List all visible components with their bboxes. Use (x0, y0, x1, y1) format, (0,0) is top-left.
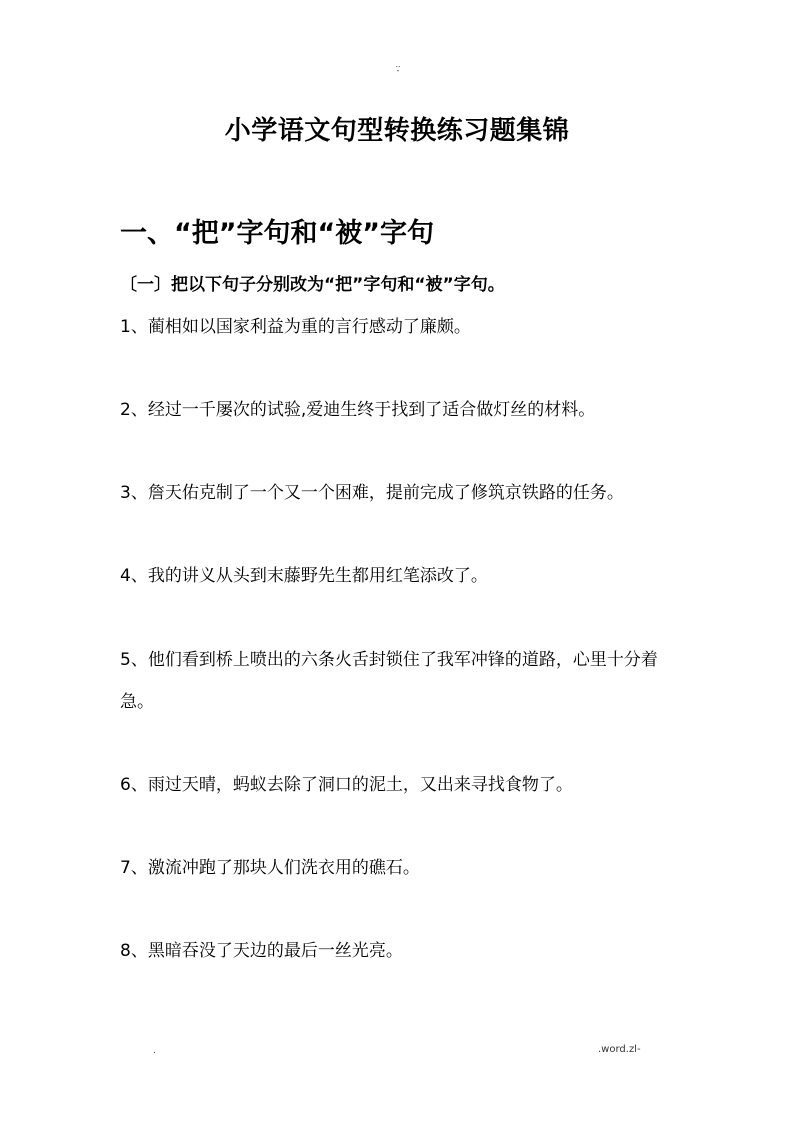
section-heading: 一、“把”字句和“被”字句 (120, 218, 434, 249)
page-header-mark: .. - (395, 60, 401, 75)
question-item: 5、他们看到桥上喷出的六条火舌封锁住了我军冲锋的道路，心里十分着急。 (120, 650, 658, 712)
question-item: 1、蔺相如以国家利益为重的言行感动了廉颇。 (120, 317, 471, 337)
question-item: 6、雨过天晴，蚂蚁去除了洞口的泥土，又出来寻找食物了。 (120, 775, 573, 795)
question-item: 3、詹天佑克制了一个又一个困难，提前完成了修筑京铁路的任务。 (120, 483, 624, 503)
question-item: 8、黑暗吞没了天边的最后一丝光亮。 (120, 941, 403, 961)
footer-left-mark: . (153, 1046, 156, 1056)
exercise-instruction: 〔一〕把以下句子分别改为“把”字句和“被”字句。 (120, 275, 505, 295)
question-item: 7、激流冲跑了那块人们洗衣用的礁石。 (120, 858, 420, 878)
question-item: 4、我的讲义从头到末藤野先生都用红笔添改了。 (120, 566, 488, 586)
footer-source-text: .word.zl- (598, 1044, 641, 1055)
document-title: 小学语文句型转换练习题集锦 (224, 116, 570, 146)
question-item: 2、经过一千屡次的试验,爱迪生终于找到了适合做灯丝的材料。 (120, 400, 596, 420)
